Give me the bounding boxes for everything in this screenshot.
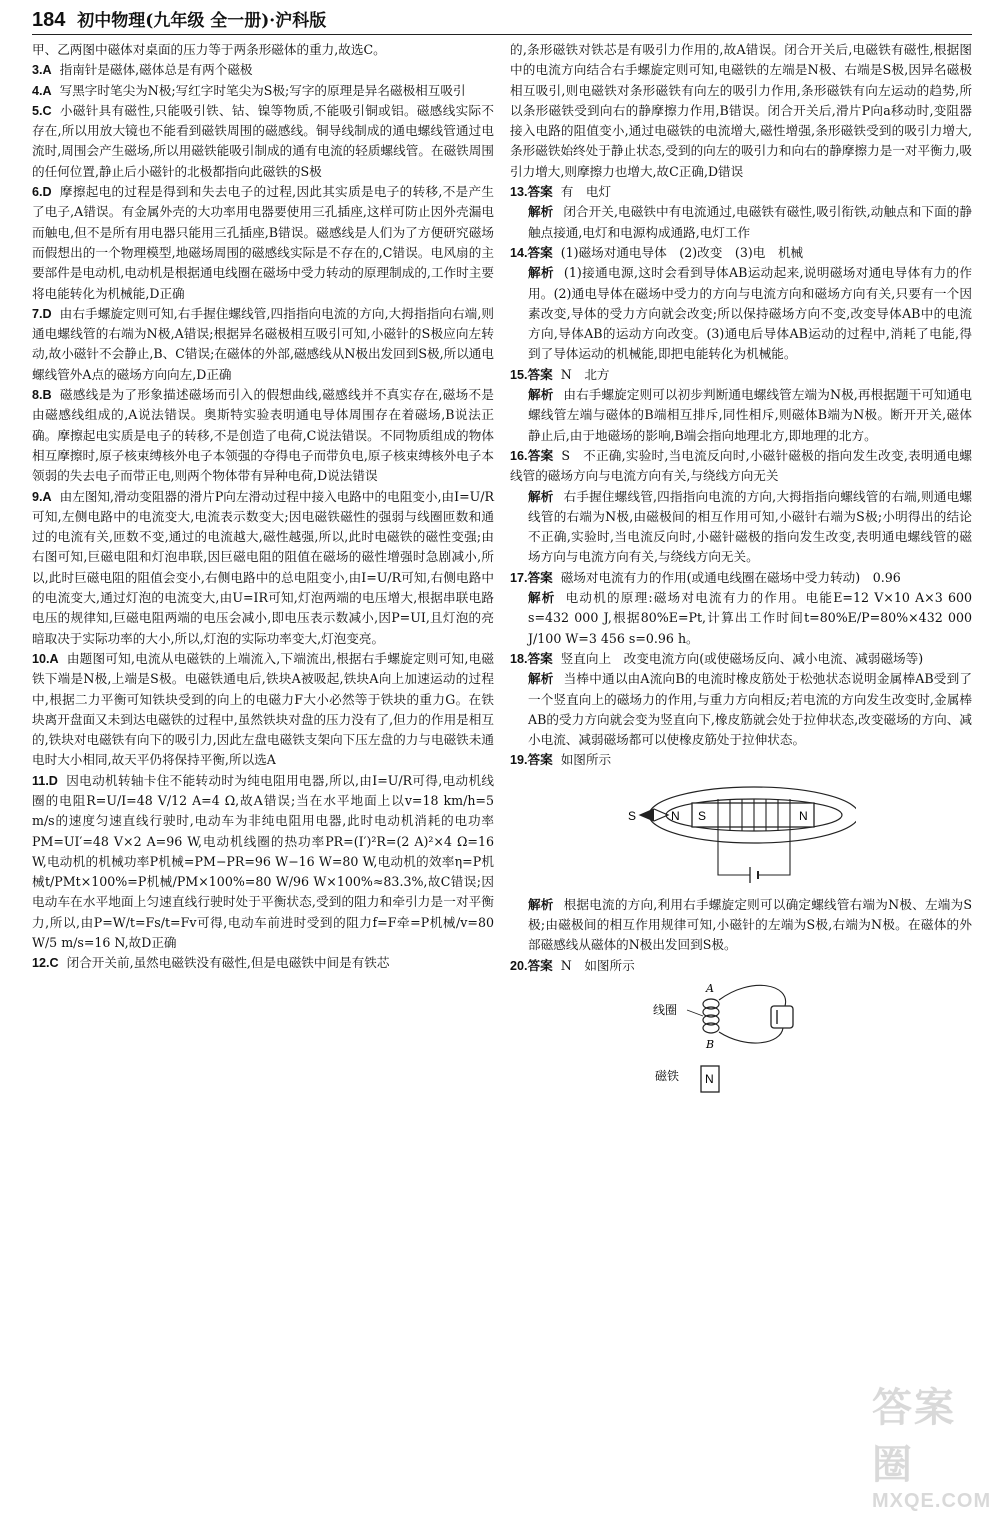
answer-item xyxy=(32,649,494,771)
item-number: 16.答案 xyxy=(510,448,554,463)
answer-item xyxy=(510,446,972,487)
item-number: 解析 xyxy=(528,387,554,403)
item-text: 的,条形磁铁对铁芯是有吸引力作用的,故A错误。闭合开关后,电磁铁有磁性,根据图中的电流方向结合右手螺旋定则可知,电磁铁的左端是N极、右端是S极,因异名磁极相互吸引,则电磁铁对条形磁铁有向左的吸引力作用,条形磁铁有向左运动的趋势,所以条形磁铁受到向右的静摩擦力作用,B错误。闭合开关后,滑片P向a移动时,变阻器接入电路的阻值变小,通过电磁铁的电流增大,磁性增强,条形磁铁受到的吸引力增大,条形磁铁始终处于静止状态,受到的向左的吸引力和向右的静摩擦力是一对平衡力,吸引力增大,则摩擦力也增大,故C正确,D错误 xyxy=(510,42,972,179)
answer-item xyxy=(510,182,972,202)
figure-19 xyxy=(626,775,856,891)
item-number: 7.D xyxy=(32,306,52,321)
watermark xyxy=(872,1376,992,1512)
item-number: 12.C xyxy=(32,956,59,971)
item-number: 4.A xyxy=(32,83,52,98)
answer-item xyxy=(32,953,494,973)
item-text: S 不正确,实验时,当电流反向时,小磁针磁极的指向发生改变,表明通电螺线管的磁场方向与电流方向有关,与绕线方向无关 xyxy=(510,447,973,484)
item-number: 19.答案 xyxy=(510,753,553,768)
item-number: 解析 xyxy=(528,265,554,281)
item-text: (1)磁场对通电导体 (2)改变 (3)电 机械 xyxy=(560,244,804,260)
analysis-paragraph xyxy=(510,385,972,446)
figure-20 xyxy=(651,980,831,1130)
item-text: 因电动机转轴卡住不能转动时为纯电阻用电器,所以,由I=U/R可得,电动机线圈的电阻R=U/I=48 V/12 A=4 Ω,故A错误;当在水平地面上以v=18 km/h=5 m/s的速度匀速直线行驶时,电动车为非纯电阻用电器,此时电动机消耗的电功率PM=UI′=48 V×2 A=96 W,电动机线圈的热功率PR=(I′)²R=(2 A)²×4 Ω=16 W,电动机的机械功率P机械=PM−PR=96 W−16 W=80 W,电动机的效率η=P机械t/PMt×100%=P机械/PM×100%=80 W/96 W×100%≈83.3%,故C错误;因电动车在水平地面上匀速直线行驶时处于平衡状态,受到的阻力和牵引力是一对平衡力,所以,由P=W/t=Fs/t=Fv可得,电动车前进时受到的阻力f=F牵=P机械/v=80 W/5 m/s=16 N,故D正确 xyxy=(32,772,494,951)
answer-item xyxy=(510,956,972,976)
item-number: 9.A xyxy=(32,489,52,504)
item-text: 由左图知,滑动变阻器的滑片P向左滑动过程中接入电路中的电阻变小,由I=U/R可知,左侧电路中的电流变大,电流表示数变大;因电磁铁磁性的强弱与线圈匝数和通过的电流有关,匝数不变,通过的电流越大,磁性越强,所以,此时电磁铁的磁性变强;由右图可知,巨磁电阻和灯泡串联,因巨磁电阻的阻值在磁场的磁性增强时急剧减小,所以,此时巨磁电阻的阻值会变小,右侧电路中的总电阻变小,由I=U/R可知,右侧电路中的电流变大,通过灯泡的电流变大,由U=IR可知,灯泡两端的电压增大,根据串联电路电压的规律知,巨磁电阻两端的电压会减小,即电压表示数减小,因P=UI,且灯泡的亮暗取决于实际功率的大小,所以,灯泡的实际功率变大,灯泡变亮。 xyxy=(32,488,494,646)
watermark-url: MXQE.COM xyxy=(872,1490,992,1512)
coil-n-label: N xyxy=(799,808,808,823)
answer-item xyxy=(510,40,972,182)
analysis-paragraph xyxy=(510,895,972,956)
answer-item xyxy=(32,304,494,385)
answer-item xyxy=(510,649,972,669)
item-text: 甲、乙两图中磁体对桌面的压力等于两条形磁体的重力,故选C。 xyxy=(32,42,386,57)
left-column xyxy=(32,40,494,974)
item-number: 解析 xyxy=(528,590,556,606)
item-text: (1)接通电源,这时会看到导体AB运动起来,说明磁场对通电导体有力的作用。(2)通电导体在磁场中受力的方向与电流方向和磁场方向有关,只要有一个因素改变,导体的受力方向就会改变;所以保持磁场方向不变,改变导体AB中的电流方向,导体AB的运动方向改变。(3)通电后导体AB运动的过程中,消耗了电能,得到了导体运动的机械能,即把电能转化为机械能。 xyxy=(528,265,972,362)
item-text: 由右手螺旋定则可以初步判断通电螺线管左端为N极,再根据题干可知通电螺线管左端与磁体的B端相互排斥,同性相斥,则磁体B端为N极。断开开关,磁体静止后,由于地磁场的影响,B端会指向地理北方,即地理的北方。 xyxy=(528,387,972,443)
item-number: 20.答案 xyxy=(510,958,553,973)
page-number: 184 xyxy=(32,9,66,31)
item-text: 有 电灯 xyxy=(560,184,612,200)
battery xyxy=(771,1006,793,1028)
end-b-label: B xyxy=(706,1037,715,1051)
item-text: 如图所示 xyxy=(560,752,612,768)
answer-item xyxy=(32,385,494,486)
item-number: 8.B xyxy=(32,388,52,403)
item-number: 5.C xyxy=(32,103,52,118)
needle-n-label: N xyxy=(671,808,680,823)
item-text: 由右手螺旋定则可知,右手握住螺线管,四指指向电流的方向,大拇指指向右端,则通电螺线管的右端为N极,A错误;根据异名磁极相互吸引可知,小磁针的S极应向左转动,故小磁针不会静止,B、C错误;在磁体的外部,磁感线从N极出发回到S极,所以通电螺线管外A点的磁场方向向左,D正确 xyxy=(32,305,494,382)
analysis-paragraph xyxy=(510,588,972,649)
item-text: 由题图可知,电流从电磁铁的上端流入,下端流出,根据右手螺旋定则可知,电磁铁下端是N极,上端是S极。电磁铁通电后,铁块A被吸起,铁块A向上加速运动的过程中,根据二力平衡可知铁块受到的向上的电磁力F大小必然等于铁块的重力G。在铁块离开盘面又未到达电磁铁的过程中,虽然铁块对盘的压力没有了,但力的作用是相互的,铁块对电磁铁有向下的吸引力,因此左盘电磁铁支架向下压左盘的力与电磁铁未通电时大小相同,故天平仍将保持平衡,所以选A xyxy=(32,650,494,768)
end-a-label: A xyxy=(706,981,714,995)
item-text: 磁感线是为了形象描述磁场而引入的假想曲线,磁感线并不真实存在,磁场不是由磁感线组成的,A说法错误。奥斯特实验表明通电导体周围存在着磁场,B说法正确。摩擦起电实质是电子的转移,不是创造了电荷,C说法错误。不同物质组成的物体相互摩擦时,原子核束缚核外电子本领强的夺得电子而带负电,原子核束缚核外电子本领弱的失去电子而带正电,则两个物体带有异种电荷,D说法错误 xyxy=(32,387,494,484)
right-column xyxy=(510,40,972,1134)
item-number: 6.D xyxy=(32,185,52,200)
answer-item xyxy=(32,101,494,182)
answer-item xyxy=(32,81,494,101)
item-number: 解析 xyxy=(528,488,554,504)
answer-item xyxy=(510,750,972,770)
item-number: 13.答案 xyxy=(510,185,553,200)
item-text: 磁场对电流有力的作用(或通电线圈在磁场中受力转动) 0.96 xyxy=(560,569,901,585)
page-header xyxy=(32,6,326,32)
item-number: 解析 xyxy=(528,204,554,220)
item-text: N 如图所示 xyxy=(560,957,635,973)
coil-label: 线圈 xyxy=(653,1002,678,1017)
answer-item xyxy=(32,771,494,954)
item-text: 摩擦起电的过程是得到和失去电子的过程,因此其实质是电子的转移,不是产生了电子,A错误。有金属外壳的大功率用电器要使用三孔插座,这样可防止因外壳漏电而触电,但不是所有用电器只能用三孔插座,B错误。磁感线是人们为了方便研究磁场而假想出的一个物理模型,地磁场周围的磁感线实际是不存在的,C错误。电风扇的主要部件是电动机,电动机是根据通电线圈在磁场中受力转动的原理制成的,工作时主要将电能转化为机械能,D正确 xyxy=(32,184,494,301)
compass-needle-fill xyxy=(640,809,654,821)
item-text: 右手握住螺线管,四指指向电流的方向,大拇指指向螺线管的右端,则通电螺线管的右端为N极,由磁极间的相互作用可知,小磁针右端为S极;小明得出的结论不正确,实验时,当电流反向时,小磁针磁极的指向发生改变,表明通电螺线管的磁场方向与电流方向有关,与绕线方向无关。 xyxy=(528,488,973,565)
item-number: 解析 xyxy=(528,671,554,687)
item-number: 10.A xyxy=(32,651,59,666)
item-text: 当棒中通以由A流向B的电流时橡皮筋处于松弛状态说明金属棒AB受到了一个竖直向上的磁场力的作用,与重力方向相反;若电流的方向发生改变时,金属棒AB的受力方向就会变为竖直向下,橡皮筋就会处于拉伸状态,改变磁场的方向、减小电流、减弱磁场都可以使橡皮筋处于拉伸状态。 xyxy=(528,671,973,748)
analysis-paragraph xyxy=(510,669,972,750)
answer-item xyxy=(32,487,494,649)
answer-item xyxy=(510,243,972,263)
book-title: 初中物理(九年级 全一册)·沪科版 xyxy=(77,11,327,31)
coil-s-label: S xyxy=(698,808,707,823)
answer-item xyxy=(32,182,494,304)
needle-s-label: S xyxy=(628,808,637,823)
item-text: 指南针是磁体,磁体总是有两个磁极 xyxy=(59,62,253,78)
item-text: N 北方 xyxy=(560,366,610,382)
item-number: 解析 xyxy=(528,896,554,912)
item-number: 14.答案 xyxy=(510,245,553,260)
item-text: 电动机的原理:磁场对电流有力的作用。电能E=12 V×10 A×3 600 s=432 000 J,根据80%E=Pt,计算出工作时间t=80%E/P=80%×432 000 J/100 W=3 456 s=0.96 h。 xyxy=(528,590,972,646)
header-rule xyxy=(32,34,972,35)
item-text: 竖直向上 改变电流方向(或使磁场反向、减小电流、减弱磁场等) xyxy=(560,650,924,666)
answer-item xyxy=(32,60,494,80)
answer-item xyxy=(510,568,972,588)
item-text: 写黑字时笔尖为N极;写红字时笔尖为S极;写字的原理是异名磁极相互吸引 xyxy=(59,82,466,98)
analysis-paragraph xyxy=(510,487,972,568)
item-text: 闭合开关前,虽然电磁铁没有磁性,但是电磁铁中间是有铁芯 xyxy=(66,955,390,971)
watermark-logo: 答案圈 xyxy=(872,1385,956,1488)
answer-item xyxy=(32,40,494,60)
item-number: 18.答案 xyxy=(510,651,553,666)
item-number: 15.答案 xyxy=(510,367,553,382)
item-text: 小磁针具有磁性,只能吸引铁、钴、镍等物质,不能吸引铜或铝。磁感线实际不存在,所以用放大镜也不能看到磁铁周围的磁感线。铜导线制成的通电螺线管通过电流时,周围会产生磁场,所以用磁铁能吸引制成的通有电流的轻质螺线管。在磁铁周围的任何位置,静止后小磁针的北极都指向此磁铁的S极 xyxy=(32,102,494,179)
answer-item xyxy=(510,365,972,385)
analysis-paragraph xyxy=(510,263,972,364)
item-text: 根据电流的方向,利用右手螺旋定则可以确定螺线管右端为N极、左端为S极;由磁极间的相互作用规律可知,小磁针的左端为S极,右端为N极。在磁体的外部磁感线从磁体的N极出发回到S极。 xyxy=(528,896,972,953)
coil xyxy=(703,999,719,1033)
item-number: 3.A xyxy=(32,63,52,78)
item-text: 闭合开关,电磁铁中有电流通过,电磁铁有磁性,吸引衔铁,动触点和下面的静触点接通,电灯和电源构成通路,电灯工作 xyxy=(528,204,973,240)
analysis-paragraph xyxy=(510,202,972,243)
magnet-label: 磁铁 xyxy=(655,1068,680,1083)
item-number: 17.答案 xyxy=(510,570,553,585)
item-number: 11.D xyxy=(32,773,58,788)
magnet-pole-label: N xyxy=(705,1071,714,1086)
